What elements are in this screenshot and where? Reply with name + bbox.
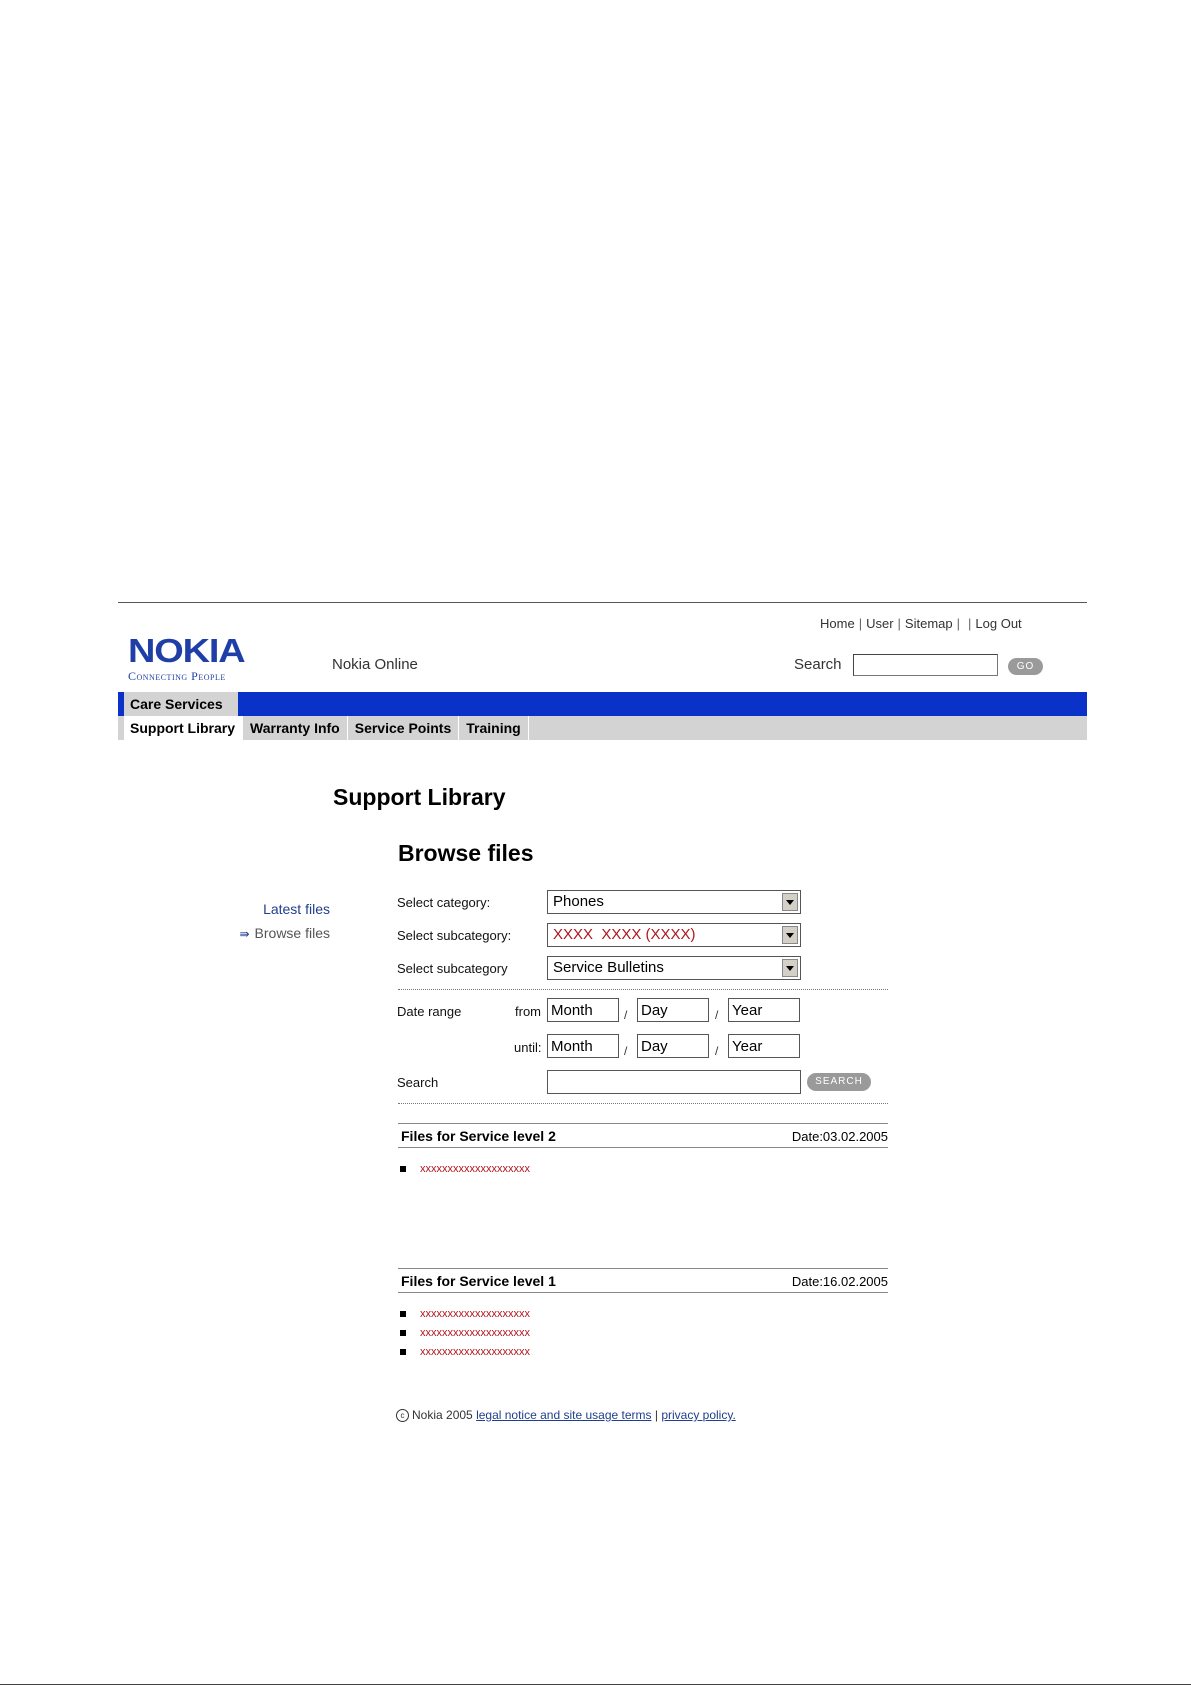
top-links: Home | User | Sitemap | | Log Out — [820, 616, 1022, 631]
file-search-input[interactable] — [547, 1070, 801, 1094]
section-title: Files for Service level 2 — [401, 1128, 556, 1144]
subcategory2-label: Select subcategory — [397, 961, 508, 976]
subcategory-value: XXXX XXXX (XXXX) — [553, 926, 696, 943]
until-month-input[interactable] — [547, 1034, 619, 1058]
section-header-level-1 — [398, 1268, 888, 1293]
browse-files-title: Browse files — [398, 840, 534, 866]
sitemap-link[interactable]: Sitemap — [904, 616, 953, 631]
date-separator: / — [715, 1044, 719, 1058]
search-label: Search — [397, 1075, 439, 1090]
subcategory2-value: Service Bulletins — [553, 959, 664, 976]
subcategory-label: Select subcategory: — [397, 928, 512, 943]
dropdown-arrow-icon[interactable] — [782, 893, 798, 911]
privacy-policy-link[interactable]: privacy policy. — [661, 1408, 736, 1422]
page-title: Support Library — [333, 784, 506, 810]
category-value: Phones — [553, 893, 604, 910]
tab-training[interactable]: Training — [459, 716, 528, 740]
home-link[interactable]: Home — [820, 616, 855, 631]
tab-warranty-info[interactable]: Warranty Info — [243, 716, 348, 740]
divider — [398, 1103, 888, 1104]
dropdown-arrow-icon[interactable] — [782, 959, 798, 977]
arrow-right-icon: ⇛ — [239, 927, 250, 941]
header-search-input[interactable] — [853, 654, 998, 676]
subcategory2-select[interactable] — [547, 956, 801, 980]
file-link[interactable]: xxxxxxxxxxxxxxxxxxxx — [398, 1343, 530, 1362]
header-search-label: Search — [794, 656, 842, 673]
date-separator: / — [624, 1044, 628, 1058]
go-button[interactable]: GO — [1008, 658, 1043, 675]
date-separator: / — [715, 1008, 719, 1022]
logo-tagline: Connecting People — [128, 669, 226, 683]
footer-separator: | — [654, 1408, 658, 1422]
until-day-input[interactable] — [637, 1034, 709, 1058]
date-separator: / — [624, 1008, 628, 1022]
file-link[interactable]: xxxxxxxxxxxxxxxxxxxx — [398, 1160, 530, 1179]
section-date: Date:03.02.2005 — [791, 1129, 888, 1144]
divider — [398, 989, 888, 990]
category-label: Select category: — [397, 895, 491, 910]
footer — [396, 1408, 736, 1422]
subnav — [118, 716, 529, 740]
legal-notice-link[interactable]: legal notice and site usage terms — [476, 1408, 652, 1422]
from-label: from — [515, 1004, 541, 1019]
user-link[interactable]: User — [866, 616, 894, 631]
sidebar-item-browse-files[interactable] — [220, 921, 330, 945]
tab-service-points[interactable]: Service Points — [348, 716, 460, 740]
until-year-input[interactable] — [728, 1034, 800, 1058]
site-title: Nokia Online — [332, 656, 418, 673]
section-header-level-2 — [398, 1123, 888, 1148]
logo-word: NOKIA — [128, 632, 245, 669]
file-link[interactable]: xxxxxxxxxxxxxxxxxxxx — [398, 1324, 530, 1343]
logout-link[interactable]: Log Out — [975, 616, 1022, 631]
file-list-level-1 — [398, 1305, 530, 1362]
date-range-label: Date range — [397, 1004, 462, 1019]
until-label: until: — [514, 1040, 542, 1055]
tab-support-library[interactable]: Support Library — [118, 716, 243, 740]
section-bar — [118, 692, 1087, 716]
section-date: Date:16.02.2005 — [791, 1274, 888, 1289]
section-title: Files for Service level 1 — [401, 1273, 556, 1289]
sidebar — [220, 897, 330, 945]
dropdown-arrow-icon[interactable] — [782, 926, 798, 944]
from-day-input[interactable] — [637, 998, 709, 1022]
search-button[interactable]: SEARCH — [807, 1073, 871, 1091]
sidebar-item-label: Browse files — [254, 925, 330, 941]
from-month-input[interactable] — [547, 998, 619, 1022]
subcategory-select[interactable] — [547, 923, 801, 947]
header-top-rule — [118, 602, 1087, 603]
nokia-logo[interactable] — [128, 632, 278, 684]
copyright-text: Nokia 2005 — [412, 1408, 473, 1422]
file-list-level-2 — [398, 1160, 530, 1179]
tab-care-services[interactable]: Care Services — [118, 692, 238, 716]
from-year-input[interactable] — [728, 998, 800, 1022]
sidebar-item-latest-files[interactable]: Latest files — [263, 901, 330, 917]
copyright-icon: c — [396, 1409, 409, 1422]
category-select[interactable] — [547, 890, 801, 914]
file-link[interactable]: xxxxxxxxxxxxxxxxxxxx — [398, 1305, 530, 1324]
